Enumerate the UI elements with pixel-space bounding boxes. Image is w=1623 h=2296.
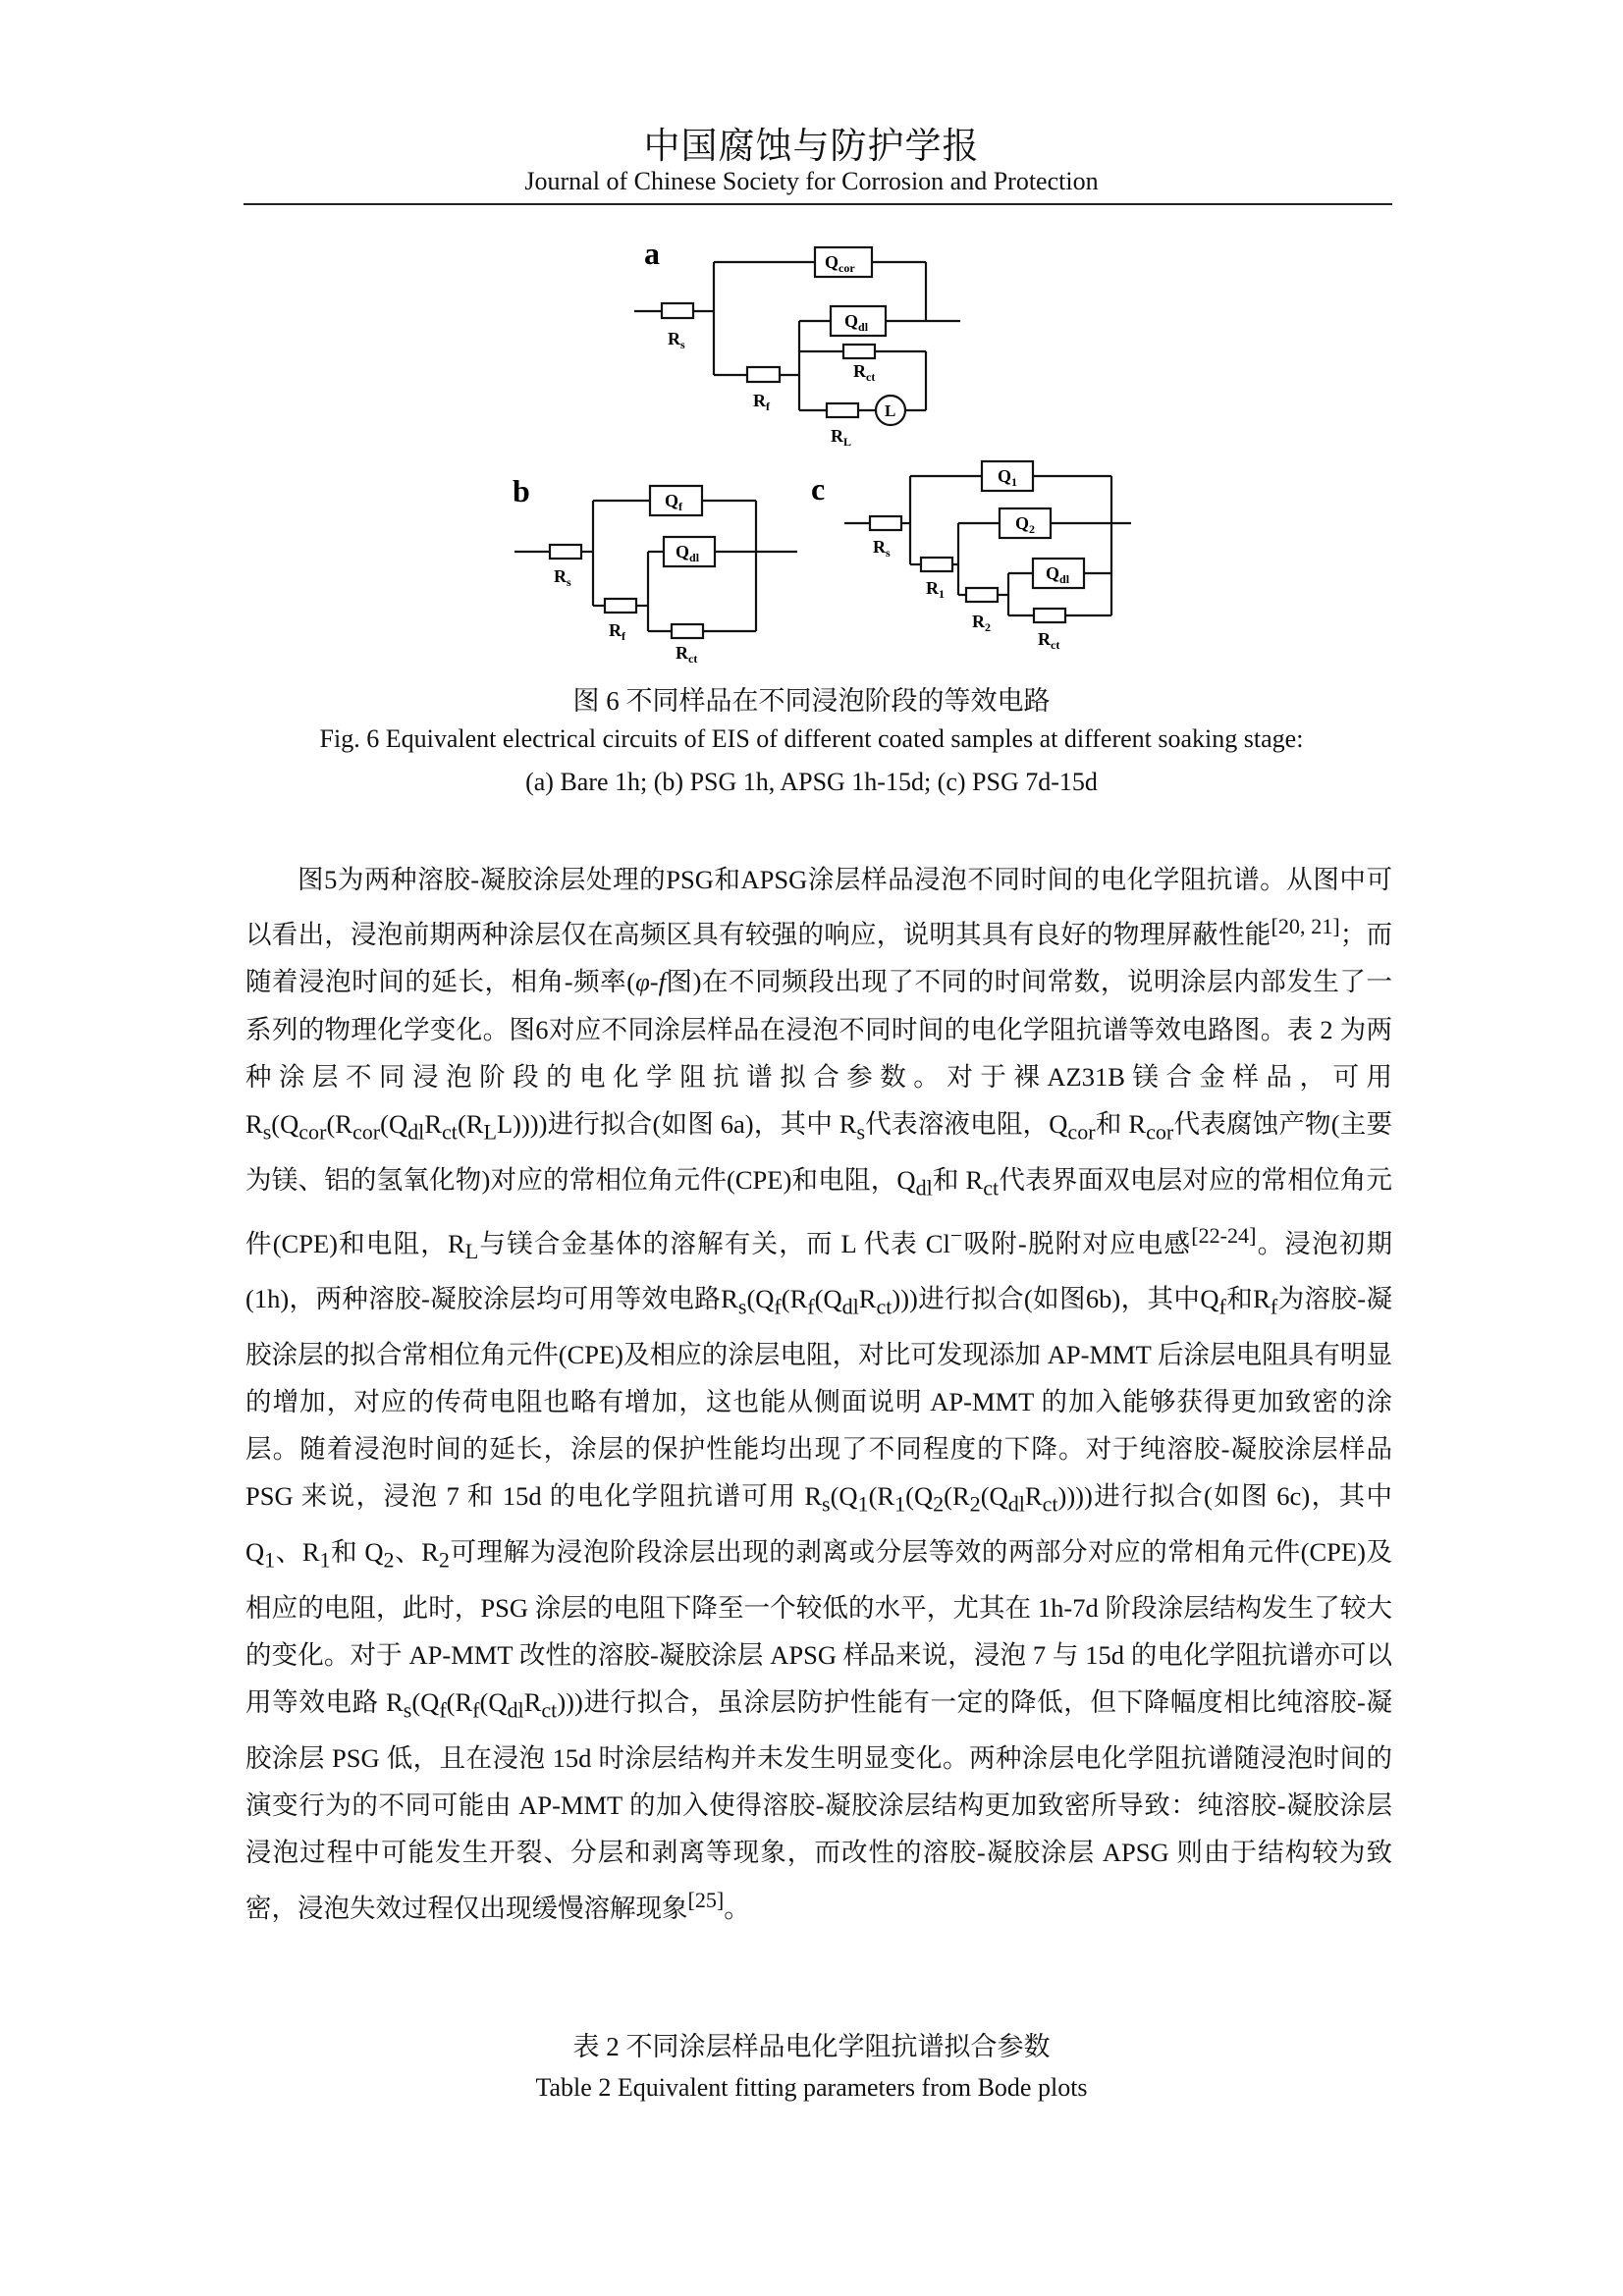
header-rule bbox=[243, 203, 1392, 205]
body-text bbox=[245, 856, 1392, 1932]
label-rs-a: $R_s$ bbox=[668, 329, 685, 351]
panel-label-c: c bbox=[811, 471, 826, 507]
figure-caption-en-line1: Fig. 6 Equivalent electrical circuits of EIS of different coated samples at different soaking stage: bbox=[319, 724, 1304, 753]
figure-caption-en-line2: (a) Bare 1h; (b) PSG 1h, APSG 1h-15d; (c) PSG 7d-15d bbox=[525, 768, 1098, 796]
table-caption-en: Table 2 Equivalent fitting parameters from Bode plots bbox=[535, 2073, 1088, 2102]
label-qdl-c: $Q_{dl}$ bbox=[1046, 563, 1070, 586]
label-rct-b: $R_{ct}$ bbox=[676, 643, 698, 666]
label-rf-a: $R_f$ bbox=[753, 391, 770, 413]
equivalent-circuit-figure bbox=[511, 221, 1178, 672]
paragraph: 图5为两种溶胶-凝胶涂层处理的PSG和APSG涂层样品浸泡不同时间的电化学阻抗谱。从图中可以看出，浸泡前期两种涂层仅在高频区具有较强的响应，说明其具有良好的物理屏蔽性能[20, 21]；而随着浸泡时间的延长，相角-频率(φ-f图)在不同频段出现了不同的时间常数，说明涂层内部发生了一系列的物理化学变化。图6对应不同涂层样品在浸泡不同时间的电化学阻抗谱等效电路图。表 2 为两种涂层不同浸泡阶段的电化学阻抗谱拟合参数。对于裸AZ31B镁合金样品，可用 $R_s(Q_{cor}(R_{cor}(Q_{dl}R_{ct}(R_LL))))$进行拟合(如图 6a)，其中 $R_s$代表溶液电阻，$Q_{cor}$和 $R_{cor}$代表腐蚀产物(主要为镁、铝的氢氧化物)对应的常相位角元件(CPE)和电阻，$Q_{dl}$和 $R_{ct}$代表界面双电层对应的常相位角元件(CPE)和电阻，$R_L$与镁合金基体的溶解有关，而 L 代表 Cl−吸附-脱附对应电感[22-24]。浸泡初期(1h)，两种溶胶-凝胶涂层均可用等效电路$R_s(Q_f(R_f(Q_{dl}R_{ct})))$进行拟合(如图6b)，其中$Q_f$和$R_f$为溶胶-凝胶涂层的拟合常相位角元件(CPE)及相应的涂层电阻，对比可发现添加 AP-MMT 后涂层电阻具有明显的增加，对应的传荷电阻也略有增加，这也能从侧面说明 AP-MMT 的加入能够获得更加致密的涂层。随着浸泡时间的延长，涂层的保护性能均出现了不同程度的下降。对于纯溶胶-凝胶涂层样品 PSG 来说，浸泡 7 和 15d 的电化学阻抗谱可用 $R_s(Q_1(R_1(Q_2(R_2(Q_{dl}R_{ct}))))$进行拟合(如图 6c)，其中 $Q_1$、$R_1$和 $Q_2$、$R_2$可理解为浸泡阶段涂层出现的剥离或分层等效的两部分对应的常相角元件(CPE)及相应的电阻，此时，PSG 涂层的电阻下降至一个较低的水平，尤其在 1h-7d 阶段涂层结构发生了较大的变化。对于 AP-MMT 改性的溶胶-凝胶涂层 APSG 样品来说，浸泡 7 与 15d 的电化学阻抗谱亦可以用等效电路 $R_s(Q_f(R_f(Q_{dl}R_{ct})))$进行拟合，虽涂层防护性能有一定的降低，但下降幅度相比纯溶胶-凝胶涂层 PSG 低，且在浸泡 15d 时涂层结构并未发生明显变化。两种涂层电化学阻抗谱随浸泡时间的演变行为的不同可能由 AP-MMT 的加入使得溶胶-凝胶涂层结构更加致密所导致：纯溶胶-凝胶涂层浸泡过程中可能发生开裂、分层和剥离等现象，而改性的溶胶-凝胶涂层 APSG 则由于结构较为致密，浸泡失效过程仅出现缓慢溶解现象[25]。 bbox=[245, 865, 1393, 1923]
label-qdl-b: $Q_{dl}$ bbox=[676, 542, 700, 564]
label-rs-b: $R_s$ bbox=[554, 566, 571, 589]
label-r2: $R_2$ bbox=[972, 612, 991, 634]
label-inductor: L bbox=[885, 401, 896, 420]
label-rct-a: $R_{ct}$ bbox=[853, 361, 876, 384]
label-q2: $Q_2$ bbox=[1015, 513, 1036, 536]
label-rl: $R_L$ bbox=[831, 426, 852, 449]
panel-label-b: b bbox=[513, 473, 530, 508]
label-rs-c: $R_s$ bbox=[873, 537, 891, 560]
panel-label-a: a bbox=[644, 236, 660, 271]
label-rct-c: $R_{ct}$ bbox=[1038, 629, 1060, 652]
table-caption-cn: 表 2 不同涂层样品电化学阻抗谱拟合参数 bbox=[572, 2032, 1051, 2061]
journal-title-en: Journal of Chinese Society for Corrosion and Protection bbox=[524, 167, 1099, 195]
label-rf-b: $R_f$ bbox=[609, 620, 625, 643]
label-qf-b: $Q_f$ bbox=[665, 491, 683, 513]
figure-caption-cn: 图 6 不同样品在不同浸泡阶段的等效电路 bbox=[572, 686, 1051, 716]
label-qcor: $Q_{cor}$ bbox=[825, 252, 855, 275]
label-r1: $R_1$ bbox=[926, 578, 945, 601]
journal-title-cn: 中国腐蚀与防护学报 bbox=[643, 125, 980, 167]
label-qdl-a: $Q_{dl}$ bbox=[844, 311, 869, 334]
label-q1: $Q_1$ bbox=[998, 466, 1018, 489]
